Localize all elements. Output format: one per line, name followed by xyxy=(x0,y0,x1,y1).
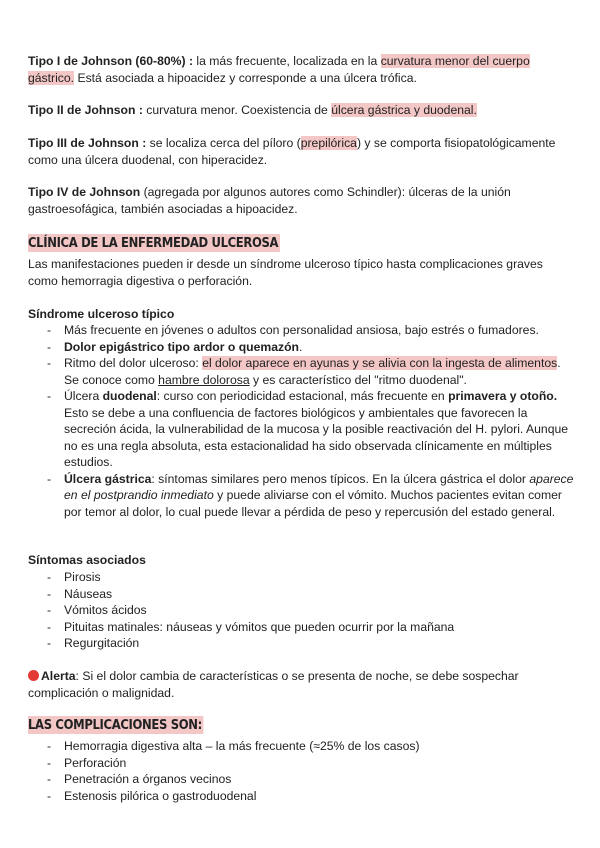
clinica-heading-row xyxy=(28,234,576,252)
complicaciones-list xyxy=(28,738,576,804)
type-4-title: Tipo IV de Johnson xyxy=(28,185,141,199)
type-2-paragraph: Tipo II de Johnson : curvatura menor. Coexistencia de úlcera gástrica y duodenal. xyxy=(28,103,477,117)
red-circle-icon xyxy=(28,670,39,681)
sintomas-list xyxy=(28,569,576,652)
list-item: - Náuseas xyxy=(28,586,576,603)
type-1-title: Tipo I de Johnson (60-80%) : xyxy=(28,54,194,68)
type-1-paragraph: Tipo I de Johnson (60-80%) : la más frecuente, localizada en la curvatura menor del cuerpo gástrico. Está asociada a hipoacidez y corresponde a una úlcera trófica. xyxy=(28,54,530,85)
list-item: - Úlcera gástrica: síntomas similares pero menos típicos. En la úlcera gástrica el dolor aparece en el postprandio inmediato y puede aliviarse con el vómito. Muchos pacientes evitan comer por temor al dolor, lo cual puede llevar a pérdida de peso y repercusión del estado general. xyxy=(28,471,576,521)
list-item: - Pituitas matinales: náuseas y vómitos que pueden ocurrir por la mañana xyxy=(28,619,576,636)
list-item: - Más frecuente en jóvenes o adultos con personalidad ansiosa, bajo estrés o fumadores. xyxy=(28,322,576,339)
highlight: úlcera gástrica y duodenal. xyxy=(331,103,477,117)
clinica-heading: CLÍNICA DE LA ENFERMEDAD ULCEROSA xyxy=(28,235,279,251)
highlight: prepilórica xyxy=(300,136,357,150)
highlight: el dolor aparece en ayunas y se alivia con la ingesta de alimentos xyxy=(202,356,558,370)
list-item: - Úlcera duodenal: curso con periodicidad estacional, más frecuente en primavera y otoño. Esto se debe a una confluencia de factores biológicos y ambientales que favorecen la secreción ácida, la vulnerabilidad de la mucosa y la posible reactivación del H. pylori. Aunque no es una regla absoluta, esta estacionalidad ha sido observada clínicamente en múltiples estudios. xyxy=(28,388,576,471)
alerta-paragraph: Alerta: Si el dolor cambia de características o se presenta de noche, se debe sospechar complicación o malignidad. xyxy=(28,669,519,700)
list-item: - Dolor epigástrico tipo ardor o quemazón. xyxy=(28,339,576,356)
type-3-title: Tipo III de Johnson : xyxy=(28,136,147,150)
sindrome-list xyxy=(28,322,576,520)
list-item: - Hemorragia digestiva alta – la más frecuente (≈25% de los casos) xyxy=(28,738,576,755)
type-3-paragraph: Tipo III de Johnson : se localiza cerca del píloro (prepilórica) y se comporta fisiopatológicamente como una úlcera duodenal, con hiperacidez. xyxy=(28,136,556,167)
list-item: - Penetración a órganos vecinos xyxy=(28,771,576,788)
list-item: - Estenosis pilórica o gastroduodenal xyxy=(28,788,576,805)
sindrome-title: Síndrome ulceroso típico xyxy=(28,307,175,321)
list-item: - Ritmo del dolor ulceroso: el dolor aparece en ayunas y se alivia con la ingesta de alimentos. Se conoce como hambre dolorosa y es característico del "ritmo duodenal". xyxy=(28,355,576,388)
list-item: - Regurgitación xyxy=(28,635,576,652)
type-2-title: Tipo II de Johnson : xyxy=(28,103,143,117)
type-4-paragraph: Tipo IV de Johnson (agregada por algunos autores como Schindler): úlceras de la unión gastroesofágica, también asociadas a hipoacidez. xyxy=(28,185,511,216)
underlined-term: hambre dolorosa xyxy=(158,372,250,387)
list-item: - Perforación xyxy=(28,755,576,772)
sintomas-title: Síntomas asociados xyxy=(28,553,146,567)
complicaciones-heading: LAS COMPLICACIONES SON: xyxy=(28,717,202,733)
complicaciones-heading-row xyxy=(28,716,576,734)
list-item: - Vómitos ácidos xyxy=(28,602,576,619)
highlight: curvatura menor del cuerpo gástrico. xyxy=(28,54,530,85)
list-item: - Pirosis xyxy=(28,569,576,586)
clinica-intro: Las manifestaciones pueden ir desde un síndrome ulceroso típico hasta complicaciones graves como hemorragia digestiva o perforación. xyxy=(28,257,543,288)
alerta-label: Alerta xyxy=(41,669,76,683)
